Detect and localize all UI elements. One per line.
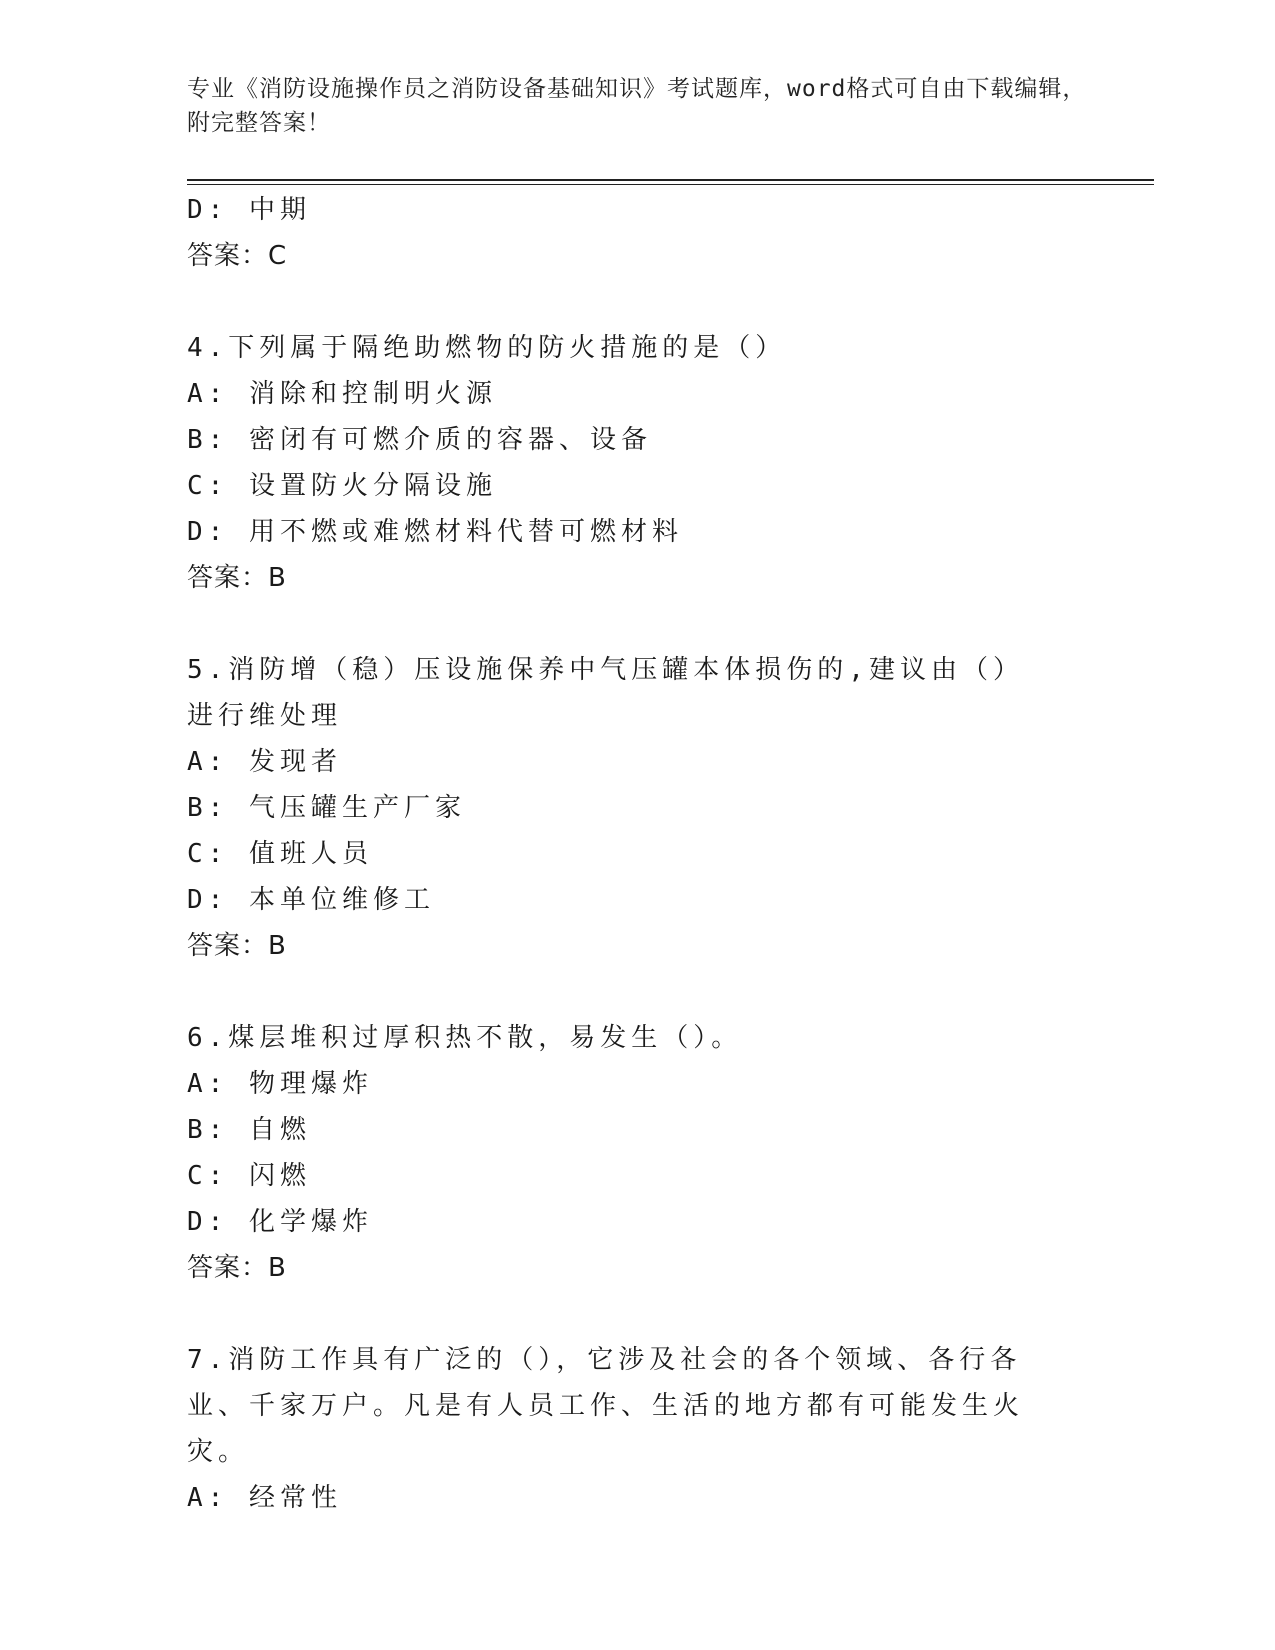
question-stem: 7.消防工作具有广泛的（），它涉及社会的各个领域、各行各业、千家万户。凡是有人员工作、生活的地方都有可能发生火灾。: [187, 1345, 1025, 1467]
spacer: [187, 601, 1087, 647]
question-6: [187, 1015, 1087, 1291]
option-b: B: 气压罐生产厂家: [187, 793, 466, 823]
question-7: [187, 1337, 1087, 1521]
question-stem: 6.煤层堆积过厚积热不散，易发生（）。: [187, 1023, 743, 1053]
option-c: C: 值班人员: [187, 839, 373, 869]
question-stem: 5.消防增（稳）压设施保养中气压罐本体损伤的,建议由（）进行维处理: [187, 655, 1024, 731]
option-b: B: 密闭有可燃介质的容器、设备: [187, 425, 652, 455]
answer: 答案：B: [187, 1253, 287, 1283]
option-a: A: 物理爆炸: [187, 1069, 373, 1099]
spacer: [187, 279, 1087, 325]
spacer: [187, 969, 1087, 1015]
prev-option-d: D: 中期: [187, 195, 311, 225]
option-a: A: 发现者: [187, 747, 342, 777]
question-5: [187, 647, 1087, 969]
option-d: D: 用不燃或难燃材料代替可燃材料: [187, 517, 683, 547]
option-d: D: 本单位维修工: [187, 885, 435, 915]
header-divider-thin: [187, 184, 1154, 185]
prev-answer: 答案：C: [187, 241, 288, 271]
spacer: [187, 1291, 1087, 1337]
answer: 答案：B: [187, 563, 287, 593]
option-a: A: 消除和控制明火源: [187, 379, 497, 409]
question-content: [187, 187, 1087, 1521]
option-c: C: 设置防火分隔设施: [187, 471, 497, 501]
question-stem: 4.下列属于隔绝助燃物的防火措施的是（）: [187, 333, 787, 363]
question-4: [187, 325, 1087, 601]
header-divider-thick: [187, 179, 1154, 181]
option-d: D: 化学爆炸: [187, 1207, 373, 1237]
page-header: 专业《消防设施操作员之消防设备基础知识》考试题库，word格式可自由下载编辑，附完整答案！: [187, 76, 1087, 136]
answer: 答案：B: [187, 931, 287, 961]
option-a: A: 经常性: [187, 1483, 342, 1513]
option-b: B: 自燃: [187, 1115, 311, 1145]
option-c: C: 闪燃: [187, 1161, 311, 1191]
